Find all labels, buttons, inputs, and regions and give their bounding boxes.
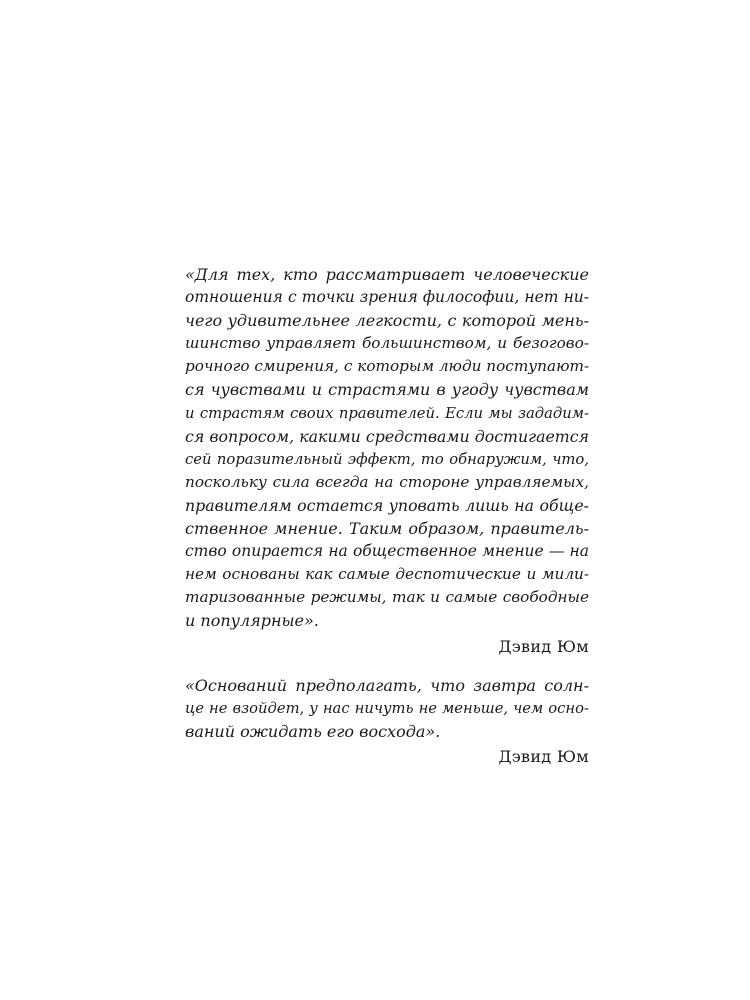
- quote-line: «Для тех, кто рассматривает человеческие: [185, 265, 589, 284]
- quote-line: нем основаны как самые деспотические и мили-: [185, 565, 589, 584]
- quote-line: шинство управляет большинством, и безогово-: [185, 334, 589, 353]
- quote-line: ся чувствами и страстями в угоду чувствам: [185, 380, 589, 400]
- quote-line: це не взойдет, у нас ничуть не меньше, чем осно-: [185, 700, 589, 718]
- quote-line: «Оснований предполагать, что завтра солн-: [185, 676, 589, 695]
- quote-line: правителям остается уповать лишь на обще-: [185, 495, 589, 515]
- epigraph-2: [185, 674, 589, 768]
- quote-line: и страстям своих правителей. Если мы зададим-: [185, 404, 589, 422]
- quote-line: сей поразительный эффект, то обнаружим, что,: [185, 450, 589, 468]
- quote-line: ваний ожидать его восхода».: [185, 722, 441, 742]
- quote-line: таризованные режимы, так и самые свободные: [185, 588, 589, 607]
- quote-line: ся вопросом, какими средствами достигается: [185, 426, 589, 446]
- epigraph-quote: [185, 674, 589, 743]
- quote-line: ственное мнение. Таким образом, правитель-: [185, 519, 589, 539]
- quote-line: отношения с точки зрения философии, нет ни-: [185, 288, 589, 307]
- quote-line: чего удивительнее легкости, с которой мень-: [185, 311, 589, 331]
- epigraph-author: Дэвид Юм: [498, 747, 589, 767]
- epigraph-1: [185, 263, 589, 658]
- quote-line: ство опирается на общественное мнение — на: [185, 542, 589, 561]
- quote-line: поскольку сила всегда на стороне управляемых,: [185, 472, 589, 491]
- quote-line: и популярные».: [185, 611, 319, 631]
- epigraph-quote: [185, 263, 589, 633]
- epigraph-author: Дэвид Юм: [498, 636, 589, 656]
- quote-line: рочного смирения, с которым люди поступают-: [185, 357, 590, 376]
